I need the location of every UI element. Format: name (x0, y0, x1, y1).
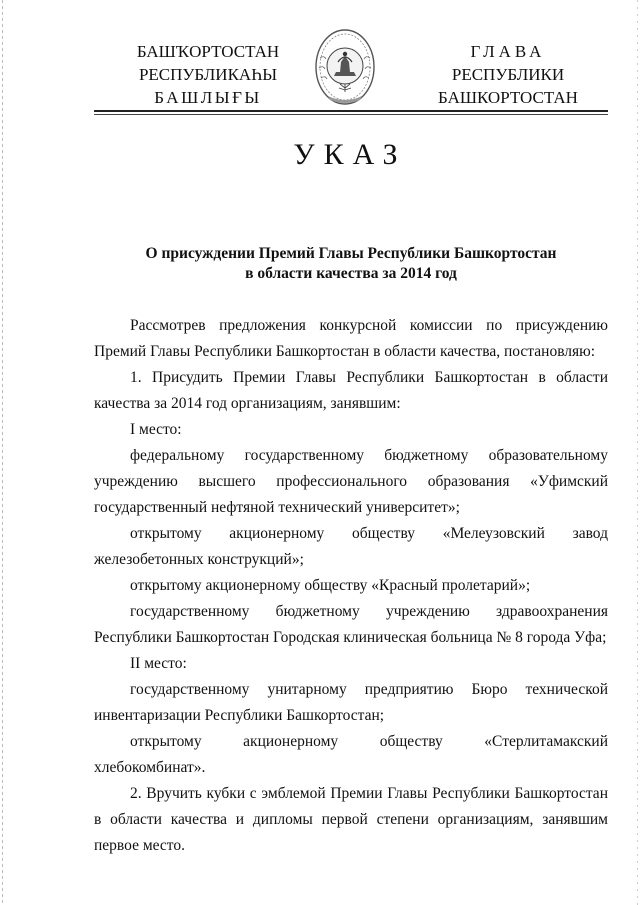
document-title-line-1: О присуждении Премий Главы Республики Башкортостан (145, 245, 557, 262)
paragraph-awardee-ugntu: федеральному государственному бюджетному образовательному учреждению высшего профессионального образования «Уфимский государственный нефтяной технический университет»; (94, 447, 608, 516)
scan-edge-right (637, 0, 638, 905)
paragraph-first-place-heading: I место: (130, 421, 182, 438)
header-right-line-1: ГЛАВА (470, 42, 546, 61)
paragraph-awardee-meleuz: открытому акционерному обществу «Мелеузовский завод железобетонных конструкций»; (94, 525, 608, 568)
header-divider-thin (94, 114, 608, 115)
header-right-line-2: РЕСПУБЛИКИ (451, 65, 565, 84)
bashkortostan-coat-of-arms-icon (314, 28, 376, 106)
header-russian-title (418, 40, 598, 109)
header-divider-thick (94, 110, 608, 112)
document-type: УКАЗ (293, 138, 407, 171)
paragraph-awardee-sterlitamak: открытому акционерному обществу «Стерлитамакский хлебокомбинат». (94, 733, 608, 776)
paragraph-preamble: Рассмотрев предложения конкурсной комиссии по присуждению Премий Главы Республики Башкортостан в области качества, постановляю: (94, 317, 608, 360)
header-left-line-3: БАШЛЫҒЫ (154, 88, 262, 107)
paragraph-clause-1: 1. Присудить Премии Главы Республики Башкортостан в области качества за 2014 год организациям, занявшим: (94, 369, 608, 412)
header-left-line-1: БАШҠОРТОСТАН (136, 42, 280, 61)
scan-edge-left (2, 0, 3, 905)
document-body (94, 313, 608, 859)
paragraph-second-place-heading: II место: (130, 655, 187, 672)
header-left-line-2: РЕСПУБЛИКАҺЫ (138, 65, 278, 84)
document-title (94, 244, 608, 284)
paragraph-awardee-bti: государственному унитарному предприятию Бюро технической инвентаризации Республики Башкортостан; (94, 681, 608, 724)
paragraph-clause-2: 2. Вручить кубки с эмблемой Премии Главы Республики Башкортостан в области качества и дипломы первой степени организациям, занявшим первое место. (94, 785, 608, 854)
paragraph-awardee-krasny-proletariy: открытому акционерному обществу «Красный пролетарий»; (130, 577, 531, 594)
header-right-line-3: БАШКОРТОСТАН (438, 88, 578, 107)
document-title-line-2: в области качества за 2014 год (245, 265, 457, 282)
header-bashkir-title (118, 40, 298, 109)
paragraph-awardee-hospital-8: государственному бюджетному учреждению здравоохранения Республики Башкортостан Городская клиническая больница № 8 города Уфа; (94, 603, 608, 646)
